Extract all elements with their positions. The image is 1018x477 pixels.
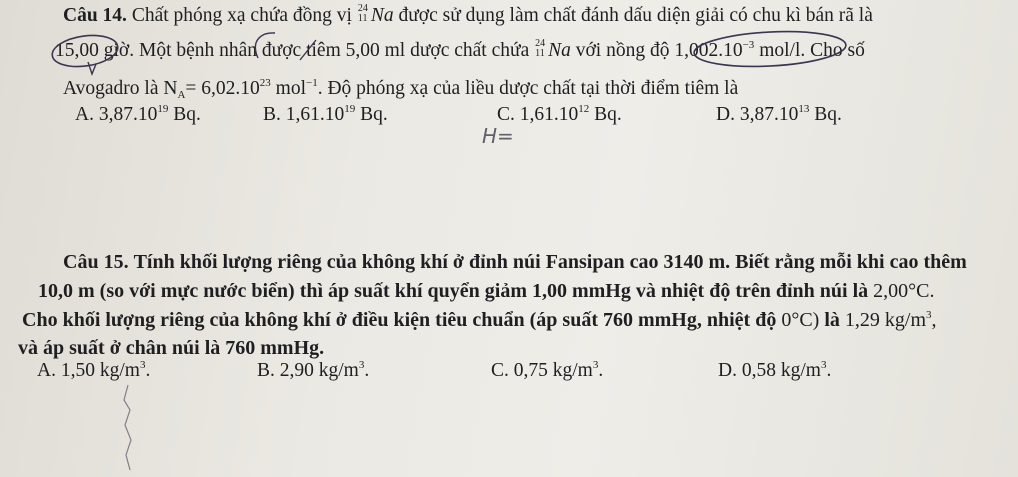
- isotope-na-24-b: 24 11: [535, 38, 546, 59]
- q14-text-2b: với nồng độ: [575, 40, 670, 61]
- q15-text-3a: Cho khối lượng riêng của không khí ở điều kiện tiêu chuẩn (áp suất 760 mmHg, nhiệt độ: [22, 309, 777, 331]
- isotope-symbol-b: Na: [548, 40, 571, 61]
- q14-text-1a: Chất phóng xạ chứa đồng vị: [131, 5, 352, 26]
- q15-temp: 2,00°C.: [873, 280, 935, 302]
- q15-option-b: B. 2,90 $kg/m^3$.: [257, 359, 370, 381]
- isotope-na-24: 24 11: [357, 3, 368, 24]
- avogadro-constant: $N_A= 6,02.10^{23}$ mol$^{-1}$: [163, 77, 318, 101]
- q15-line-1: [63, 251, 967, 274]
- pen-circle-time: [50, 32, 120, 71]
- q15-text-3b: là: [824, 309, 840, 331]
- pen-arc-volume: [255, 33, 275, 58]
- q15-option-c: C. 0,75 $kg/m^3$.: [491, 359, 604, 381]
- q15-text-2a: 10,0 m (so với mực nước biển) thì áp suất khí quyển giảm 1,00 mmHg và nhiệt độ trên đỉnh núi là: [38, 280, 869, 302]
- q15-temp0: 0°C): [781, 309, 820, 331]
- q14-text-2a: 15,00 giờ. Một bệnh nhân được tiêm 5,00 ml dược chất chứa: [55, 40, 530, 61]
- q14-text-1b: được sử dụng làm chất đánh dấu diện giải có chu kì bán rã là: [398, 5, 873, 26]
- q14-option-b: B. 1,61.10$^{19}$ Bq.: [263, 103, 388, 125]
- pen-scratch: [124, 385, 131, 470]
- q15-option-a: A. 1,50 $kg/m^3$.: [37, 359, 151, 381]
- q15-line-3: Cho khối lượng riêng của không khí ở điều kiện tiêu chuẩn (áp suất 760 mmHg, nhiệt độ 0°C) là 1,29 $kg/m^3$,: [22, 309, 937, 331]
- q14-option-a: A. 3,87.10$^{19}$ Bq.: [75, 103, 201, 125]
- q15-line-4: [18, 337, 324, 360]
- isotope-symbol: Na: [370, 5, 394, 26]
- q15-label: Câu 15.: [63, 251, 129, 273]
- q14-option-c: C. 1,61.10$^{12}$ Bq.: [497, 103, 622, 125]
- pen-circle-concentration: [693, 28, 847, 70]
- pen-slash-ml: [300, 40, 316, 60]
- q15-line-2: [38, 280, 935, 303]
- concentration-unit: mol/l.: [759, 40, 806, 61]
- q14-text-2c: Cho số: [810, 40, 865, 61]
- q14-text-3b: . Độ phóng xạ của liều dược chất tại thời điểm tiêm là: [317, 78, 739, 99]
- q15-option-d: D. 0,58 $kg/m^3$.: [718, 359, 832, 381]
- q15-density0: 1,29 $kg/m^3$: [844, 309, 932, 331]
- q15-text-1: Tính khối lượng riêng của không khí ở đỉnh núi Fansipan cao 3140 m. Biết rằng mỗi khi cao thêm: [133, 251, 967, 273]
- q14-option-d: D. 3,87.10$^{13}$ Bq.: [716, 103, 842, 125]
- concentration-value: $1,002.10^{-3}$: [674, 39, 755, 61]
- q14-text-3a: Avogadro là: [63, 78, 159, 99]
- q15-text-4: và áp suất ở chân núi là 760 mmHg.: [18, 337, 325, 359]
- handwritten-note: H=: [482, 124, 514, 148]
- q14-label: Câu 14.: [63, 5, 127, 26]
